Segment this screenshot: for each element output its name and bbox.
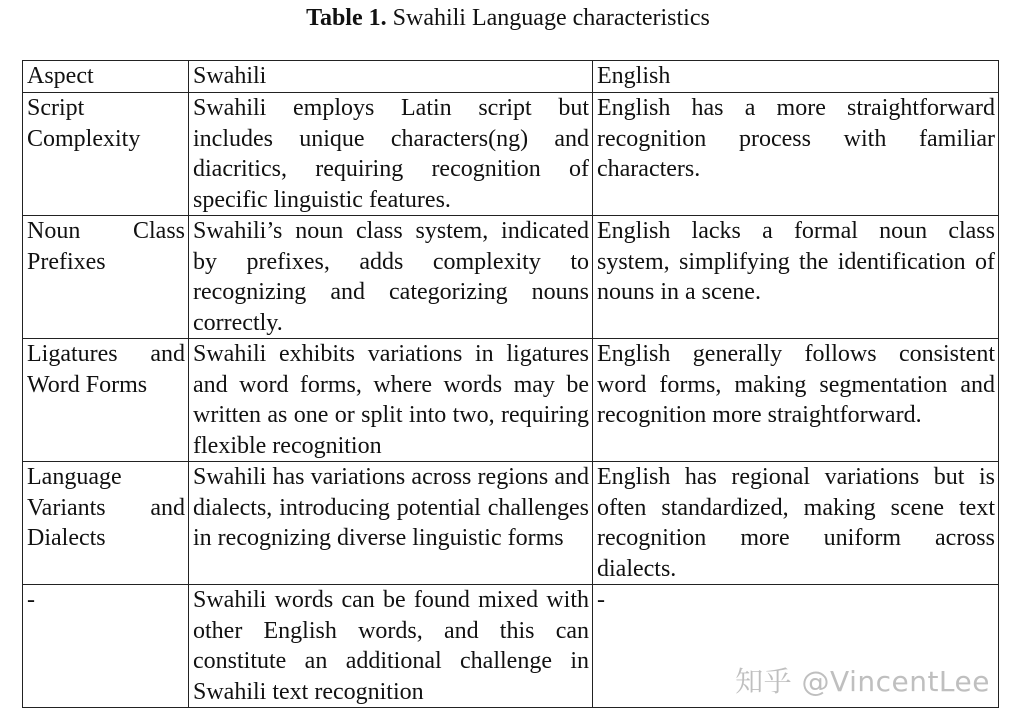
row-aspect: Language Variants and Dialects	[23, 462, 189, 585]
table-caption-label: Table 1.	[306, 5, 387, 31]
row-aspect: Script Complexity	[23, 93, 189, 216]
table-header-row	[23, 61, 999, 93]
table-row	[23, 93, 999, 216]
table-caption-text: Swahili Language characteristics	[386, 5, 710, 31]
header-swahili: Swahili	[189, 61, 593, 93]
row-swahili: Swahili exhibits variations in ligatures and word forms, where words may be written as one or split into two, requiring flexible recognition	[189, 339, 593, 462]
row-aspect: Ligatures and Word Forms	[23, 339, 189, 462]
row-english: English has a more straightforward recognition process with familiar characters.	[593, 93, 999, 216]
row-english: English generally follows consistent word forms, making segmentation and recognition more straightforward.	[593, 339, 999, 462]
row-aspect: Noun Class Prefixes	[23, 216, 189, 339]
header-aspect: Aspect	[23, 61, 189, 93]
row-aspect: -	[23, 585, 189, 708]
characteristics-table	[22, 60, 999, 708]
row-english: English lacks a formal noun class system, simplifying the identification of nouns in a scene.	[593, 216, 999, 339]
table-caption	[0, 4, 1016, 32]
table-row	[23, 462, 999, 585]
table-row	[23, 339, 999, 462]
row-swahili: Swahili’s noun class system, indicated by prefixes, adds complexity to recognizing and categorizing nouns correctly.	[189, 216, 593, 339]
row-swahili: Swahili has variations across regions and dialects, introducing potential challenges in recognizing diverse linguistic forms	[189, 462, 593, 585]
row-english: -	[593, 585, 999, 708]
table-row	[23, 216, 999, 339]
row-swahili: Swahili words can be found mixed with other English words, and this can constitute an additional challenge in Swahili text recognition	[189, 585, 593, 708]
row-swahili: Swahili employs Latin script but includes unique characters(ng) and diacritics, requiring recognition of specific linguistic features.	[189, 93, 593, 216]
header-english: English	[593, 61, 999, 93]
watermark: 知乎 @VincentLee	[735, 665, 990, 698]
row-english: English has regional variations but is often standardized, making scene text recognition more uniform across dialects.	[593, 462, 999, 585]
